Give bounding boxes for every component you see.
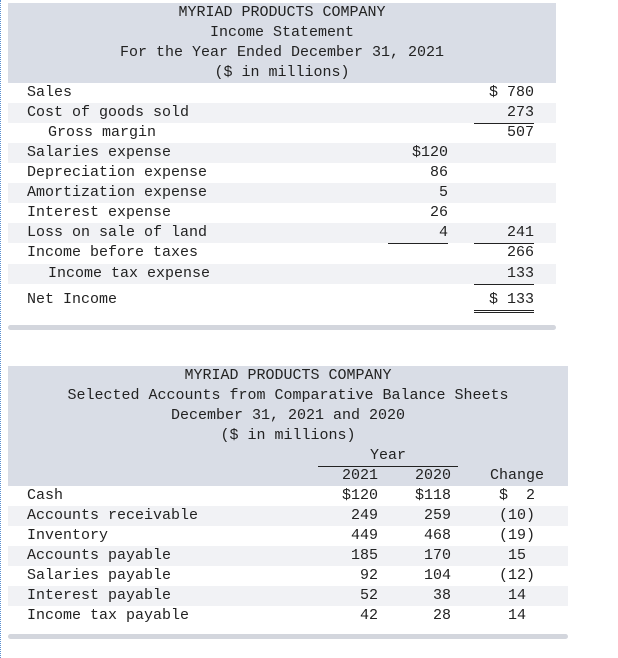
row-depreciation (8, 163, 556, 183)
row-label: Salaries expense (27, 144, 172, 161)
value-2020: 28 (432, 607, 451, 624)
balance-header (8, 366, 568, 486)
account-label: Accounts payable (27, 547, 172, 564)
row-label: Income before taxes (27, 244, 199, 261)
account-label: Accounts receivable (27, 507, 199, 524)
row-mid-amount: $120 (411, 144, 448, 161)
year-header: Year (369, 447, 406, 464)
row-gross-margin (8, 123, 556, 143)
value-2020: 468 (423, 527, 451, 544)
row-interest (8, 203, 556, 223)
row-sales (8, 83, 556, 103)
row-label: Net Income (27, 291, 118, 308)
page-left-border (0, 0, 1, 658)
row-label: Income tax expense (48, 265, 211, 282)
value-2020: 38 (432, 587, 451, 604)
row-salaries (8, 143, 556, 163)
row-income-before-taxes (8, 243, 556, 263)
value-change: 15 (507, 547, 526, 564)
value-2021: 185 (350, 547, 378, 564)
value-2021: 52 (359, 587, 378, 604)
account-label: Salaries payable (27, 567, 172, 584)
value-2021: 249 (350, 507, 378, 524)
table-bottom-bar (8, 634, 568, 639)
statement-title: Income Statement (209, 24, 355, 41)
table-row (8, 606, 568, 626)
value-change: 14 (507, 587, 526, 604)
statement-period: For the Year Ended December 31, 2021 (119, 44, 445, 61)
col-2020-header: 2020 (414, 467, 451, 484)
account-label: Income tax payable (27, 607, 190, 624)
table-row (8, 506, 568, 526)
value-change: (12) (498, 567, 535, 584)
account-label: Interest payable (27, 587, 172, 604)
income-statement-header (8, 3, 556, 83)
row-cogs (8, 103, 556, 123)
company-name: MYRIAD PRODUCTS COMPANY (184, 367, 392, 384)
row-net-income (8, 290, 556, 310)
row-mid-amount: 26 (429, 204, 448, 221)
balance-dates: December 31, 2021 and 2020 (170, 407, 406, 424)
value-2020: 259 (423, 507, 451, 524)
row-amortization (8, 183, 556, 203)
table-bottom-bar (8, 325, 556, 330)
table-row (8, 586, 568, 606)
row-mid-amount: 5 (438, 184, 448, 201)
balance-sheet-accounts (8, 366, 568, 624)
table-row (8, 566, 568, 586)
income-statement (8, 3, 556, 308)
row-mid-amount: 4 (388, 223, 448, 244)
year-header-row (8, 446, 568, 466)
column-header-row (8, 466, 568, 486)
account-label: Cash (27, 487, 64, 504)
row-label: Amortization expense (27, 184, 208, 201)
col-change-header: Change (489, 467, 544, 484)
table-row (8, 526, 568, 546)
value-change: (19) (498, 527, 535, 544)
balance-title: Selected Accounts from Comparative Balance Sheets (67, 387, 509, 404)
value-change: $ 2 (498, 487, 535, 504)
value-2020: $118 (414, 487, 451, 504)
value-change: 14 (507, 607, 526, 624)
row-loss-on-sale (8, 223, 556, 243)
row-income-tax (8, 264, 556, 284)
row-amount: 241 (474, 223, 534, 244)
row-label: Cost of goods sold (27, 104, 190, 121)
value-2021: 449 (350, 527, 378, 544)
value-2020: 170 (423, 547, 451, 564)
company-name: MYRIAD PRODUCTS COMPANY (178, 4, 386, 21)
col-2021-header: 2021 (341, 467, 378, 484)
account-label: Inventory (27, 527, 109, 544)
row-label: Sales (27, 84, 73, 101)
value-change: (10) (498, 507, 535, 524)
row-amount: $ 133 (474, 290, 534, 313)
row-label: Depreciation expense (27, 164, 208, 181)
row-label: Interest expense (27, 204, 172, 221)
table-row (8, 546, 568, 566)
balance-units: ($ in millions) (220, 427, 356, 444)
row-mid-amount: 86 (429, 164, 448, 181)
table-row (8, 486, 568, 506)
value-2021: 42 (359, 607, 378, 624)
value-2020: 104 (423, 567, 451, 584)
statement-units: ($ in millions) (214, 64, 350, 81)
row-amount: $ 780 (488, 84, 534, 101)
row-label: Loss on sale of land (27, 224, 208, 241)
row-amount: 273 (474, 103, 534, 124)
row-label: Gross margin (48, 124, 157, 141)
value-2021: $120 (341, 487, 378, 504)
value-2021: 92 (359, 567, 378, 584)
row-amount: 266 (506, 244, 534, 261)
row-amount: 133 (474, 264, 534, 285)
row-amount: 507 (506, 124, 534, 141)
